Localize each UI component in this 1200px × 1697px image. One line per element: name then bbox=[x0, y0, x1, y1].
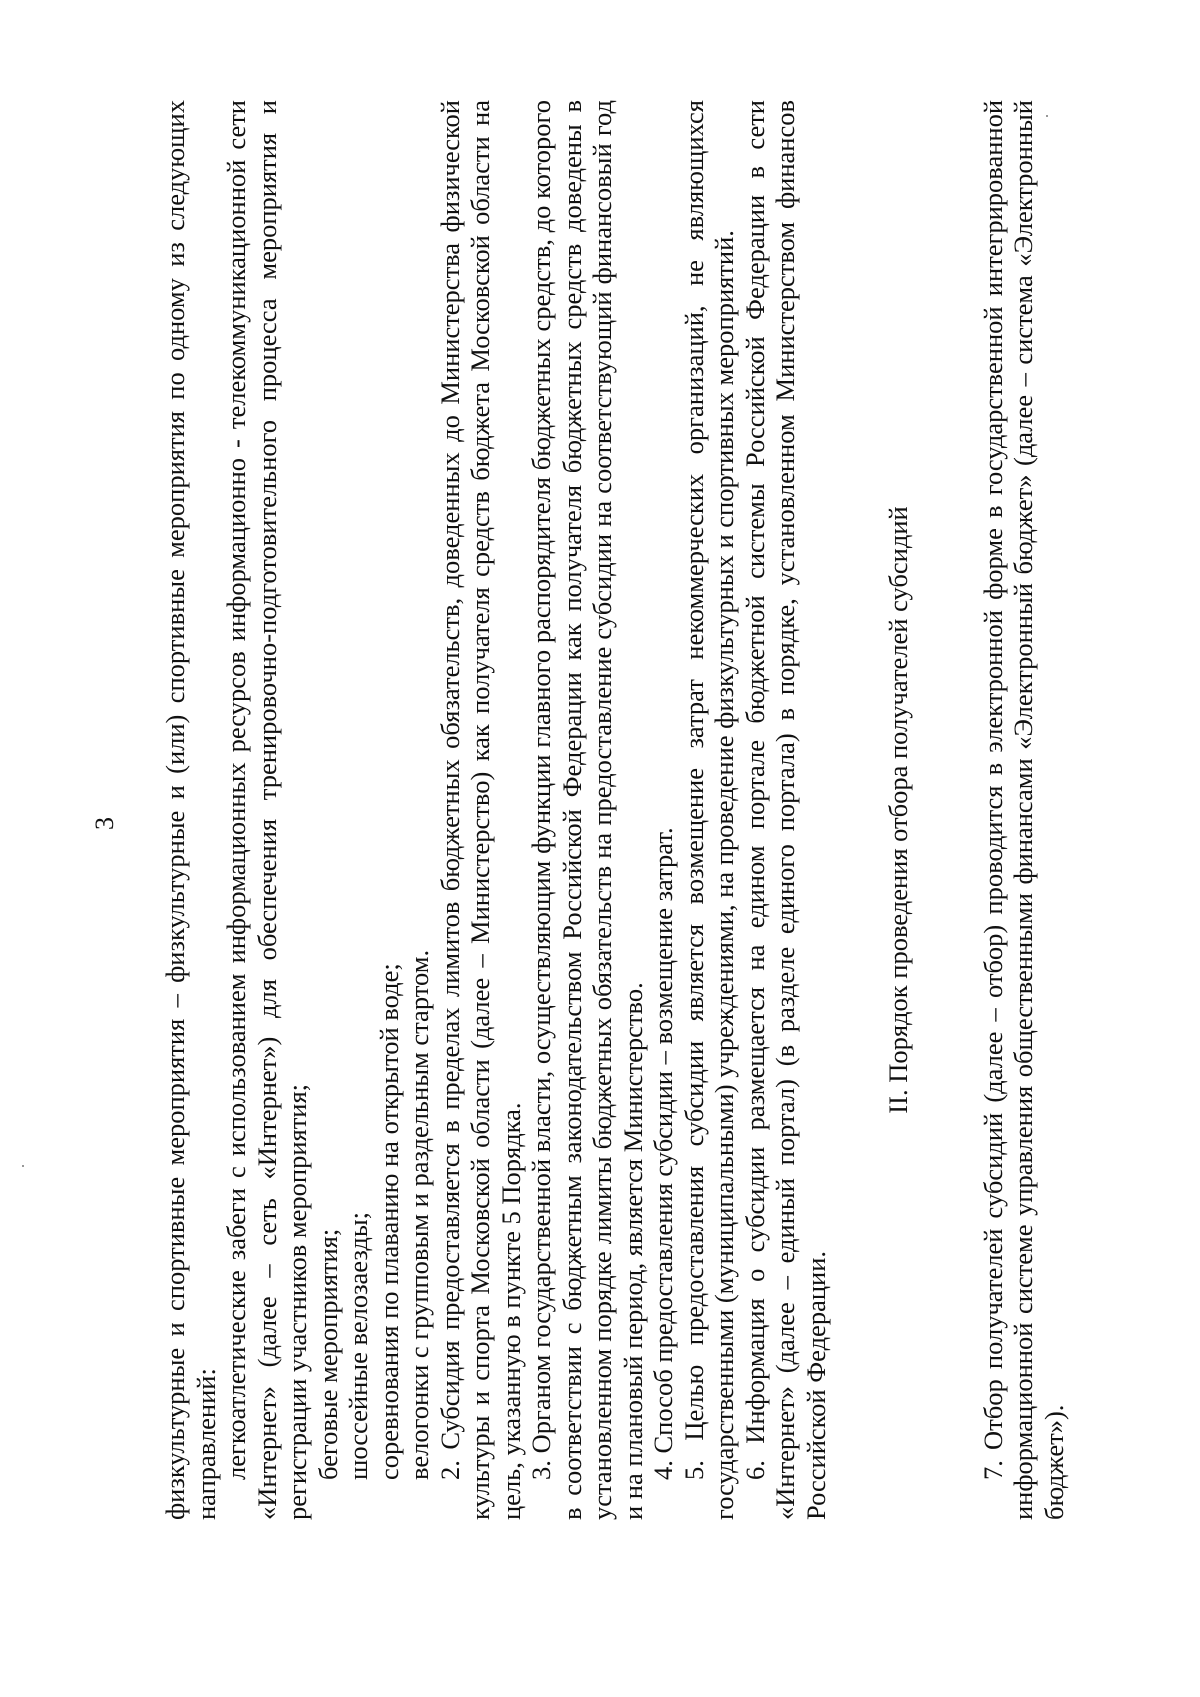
list-item-running: беговые мероприятия; bbox=[312, 1228, 343, 1480]
section-heading: II. Порядок проведения отбора получателей субсидий bbox=[883, 506, 913, 1114]
scan-speck bbox=[1046, 115, 1048, 117]
list-item-cycling-road: шоссейные велозаезды; bbox=[343, 1211, 373, 1480]
paragraph-running-events: легкоатлетические забеги с использованием информационных ресурсов информационно - телекоммуникационной сети «Интернет» (далее – сеть «Интернет») для обеспечения тренировочно-подготовительного процесса мероприятия и регистрации участников мероприятия; bbox=[221, 100, 312, 1520]
scan-speck bbox=[22, 1165, 24, 1167]
list-item-swimming: соревнования по плаванию на открытой воде; bbox=[373, 963, 404, 1480]
paragraph-7: 7. Отбор получателей субсидий (далее – отбор) проводится в электронной форме в государственной интегрированной информационной системе управления общественными финансами «Электронный бюджет» (далее – система «Электронный бюджет»). bbox=[977, 100, 1069, 1520]
rotated-document-page bbox=[90, 100, 1069, 1520]
list-item-cycling-race: велогонки с групповым и раздельным стартом. bbox=[404, 949, 434, 1480]
page-number: 3 bbox=[90, 817, 119, 830]
paragraph-3: 3. Органом государственной власти, осуществляющим функции главного распорядителя бюджетных средств, до которого в соответствии с бюджетным законодательством Российской Федерации как получателя бюджетных средств доведены в установленном порядке лимиты бюджетных обязательств на предоставление субсидии на соответствующий финансовый год и на плановый период, является Министерство. bbox=[526, 100, 648, 1520]
paragraph-5: 5. Целью предоставления субсидии является возмещение затрат некоммерческих организаций, не являющихся государственными (муниципальными) учреждениями, на проведение физкультурных и спортивных мероприятий. bbox=[678, 100, 739, 1520]
paragraph-2: 2. Субсидия предоставляется в пределах лимитов бюджетных обязательств, доведенных до Министерства физической культуры и спорта Московской области (далее – Министерство) как получателя средств бюджета Московской области на цель, указанную в пункте 5 Порядка. bbox=[434, 100, 526, 1520]
paragraph-definition: физкультурные и спортивные мероприятия – физкультурные и (или) спортивные мероприятия по одному из следующих направлений: bbox=[160, 100, 221, 1520]
paragraph-4: 4. Способ предоставления субсидии – возмещение затрат. bbox=[648, 827, 678, 1480]
paragraph-6: 6. Информация о субсидии размещается на едином портале бюджетной системы Российской Федерации в сети «Интернет» (далее – единый портал) (в разделе единого портала) в порядке, установленном Министерством финансов Российской Федерации. bbox=[739, 100, 831, 1520]
